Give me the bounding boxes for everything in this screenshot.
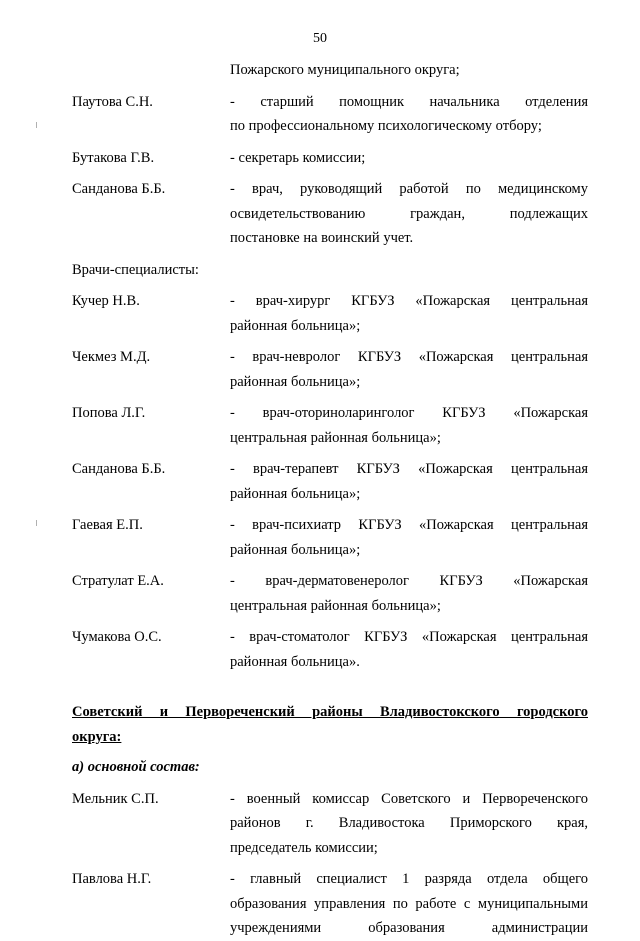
member-role: - главный специалист 1 разряда отдела общего образования управления по работе с муниципальными учреждениями образования администрации <box>230 871 588 936</box>
doctor-row <box>72 401 588 450</box>
member-row <box>72 177 588 251</box>
member-name: Бутакова Г.В. <box>72 149 155 166</box>
margin-mark <box>36 520 37 526</box>
member-row <box>72 867 588 941</box>
subsection-heading: а) основной состав: <box>72 759 200 775</box>
doctor-role: - врач-невролог КГБУЗ «Пожарская центральная районная больница»; <box>230 349 588 390</box>
doctor-role: - врач-оториноларинголог КГБУЗ «Пожарская центральная районная больница»; <box>230 405 588 446</box>
continuation-text: Пожарского муниципального округа; <box>230 62 460 78</box>
member-row <box>72 90 588 139</box>
doctor-role: - врач-хирург КГБУЗ «Пожарская центральная районная больница»; <box>230 293 588 334</box>
page-number: 50 <box>313 31 327 46</box>
continuation-row <box>72 58 588 83</box>
member-name: Павлова Н.Г. <box>72 871 152 887</box>
doctor-name: Санданова Б.Б. <box>72 461 166 477</box>
section-heading: Советский и Первореченский районы Владивостокского городского округа: <box>72 704 588 745</box>
doctor-row <box>72 289 588 338</box>
member-name: Мельник С.П. <box>72 790 159 807</box>
member-role: - врач, руководящий работой по медицинскому освидетельствованию граждан, подлежащих постановке на воинский учет. <box>230 181 588 246</box>
doctor-role: - врач-терапевт КГБУЗ «Пожарская центральная районная больница»; <box>230 461 588 502</box>
doctor-name: Чекмез М.Д. <box>72 349 151 365</box>
doctor-name: Кучер Н.В. <box>72 293 140 309</box>
member-name: Паутова С.Н. <box>72 93 153 110</box>
doctor-row <box>72 457 588 506</box>
doctor-row <box>72 625 588 674</box>
member-name: Санданова Б.Б. <box>72 181 166 197</box>
member-role: - секретарь комиссии; <box>230 149 366 166</box>
doctor-row <box>72 345 588 394</box>
member-role: - старший помощник начальника отделения по профессиональному психологическому отбору; <box>230 93 588 134</box>
member-row <box>72 146 588 171</box>
margin-mark <box>36 122 37 128</box>
doctor-row <box>72 569 588 618</box>
doctor-role: - врач-психиатр КГБУЗ «Пожарская центральная районная больница»; <box>230 517 588 558</box>
doctor-name: Стратулат Е.А. <box>72 573 164 589</box>
doctor-role: - врач-стоматолог КГБУЗ «Пожарская центральная районная больница». <box>230 629 588 670</box>
document-body <box>72 58 588 941</box>
doctor-row <box>72 513 588 562</box>
member-role: - военный комиссар Советского и Первореченского районов г. Владивостока Приморского края, председатель комиссии; <box>230 790 588 856</box>
doctors-heading: Врачи-специалисты: <box>72 261 199 278</box>
doctor-name: Гаевая Е.П. <box>72 517 143 533</box>
member-row <box>72 787 588 861</box>
doctor-name: Чумакова О.С. <box>72 629 162 645</box>
doctor-role: - врач-дерматовенеролог КГБУЗ «Пожарская центральная районная больница»; <box>230 573 588 614</box>
doctor-name: Попова Л.Г. <box>72 405 146 421</box>
